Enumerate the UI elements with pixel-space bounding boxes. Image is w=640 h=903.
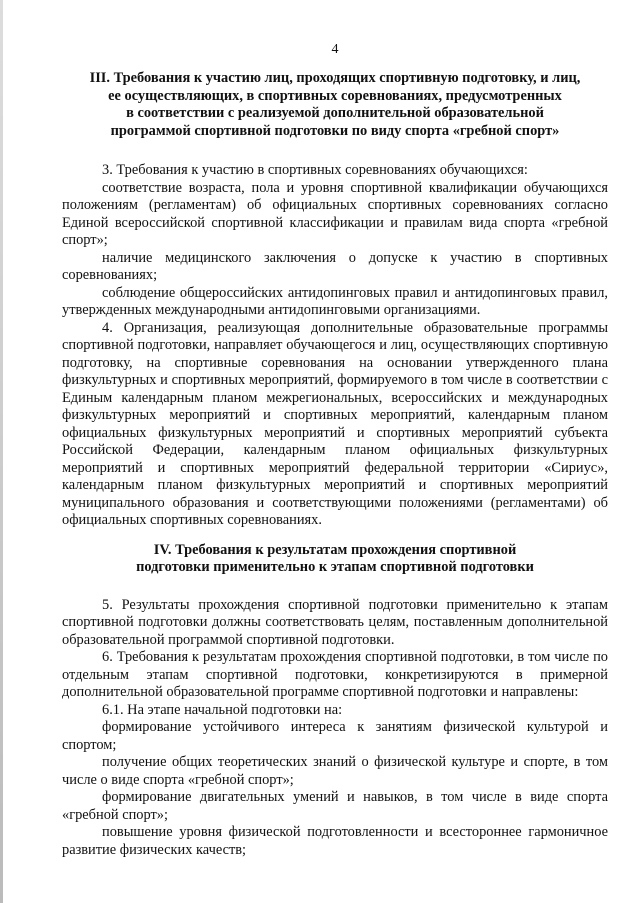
paragraph-antidoping: соблюдение общероссийских антидопинговых правил и антидопинговых правил, утвержденных международными антидопинговыми организациями. [62,284,608,318]
paragraph-medical: наличие медицинского заключения о допуске к участию в спортивных соревнованиях; [62,249,608,283]
section-3-title-line: программой спортивной подготовки по виду спорта «гребной спорт» [110,122,560,139]
paragraph-6-1: 6.1. На этапе начальной подготовки на: [102,701,343,718]
paragraph-knowledge: получение общих теоретических знаний о физической культуре и спорте, в том числе о виде спорта «гребной спорт»; [62,754,608,788]
paragraph-5: 5. Результаты прохождения спортивной подготовки применительно к этапам спортивной подготовки должны соответствовать целям, поставленным дополнительной образовательной программой спортивной подготовки. [62,596,608,648]
section-3-title-line: ее осуществляющих, в спортивных соревнованиях, предусмотренных [108,87,562,104]
paragraph-motor-skills: формирование двигательных умений и навыков, в том числе в виде спорта «гребной спорт»; [62,789,608,823]
paragraph-physical-fitness: повышение уровня физической подготовленности и всестороннее гармоничное развитие физических качеств; [62,824,608,858]
paragraph-age-qualification: соответствие возраста, пола и уровня спортивной квалификации обучающихся положениям (регламентам) об официальных спортивных соревнованиях согласно Единой всероссийской спортивной классификации и правилам вида спорта «гребной спорт»; [62,179,608,248]
section-4-title-line: IV. Требования к результатам прохождения спортивной [153,541,517,558]
section-3-title-line: в соответствии с реализуемой дополнительной образовательной [126,105,544,121]
section-4-title-line: подготовки применительно к этапам спортивной подготовки [136,559,534,575]
paragraph-4: 4. Организация, реализующая дополнительные образовательные программы спортивной подготовки, направляет обучающегося и лиц, осуществляющих спортивную подготовку, на спортивные соревнования на основании утвержденного плана физкультурных и спортивных мероприятий, формируемого в том числе в соответствии с Единым календарным планом межрегиональных, всероссийских и международных физкультурных мероприятий и спортивных мероприятий, календарным планом официальных физкультурных мероприятий и спортивных мероприятий субъекта Российской Федерации, календарным планом официальных физкультурных мероприятий и спортивных мероприятий федеральной территории «Сириус», календарным планом физкультурных мероприятий и спортивных мероприятий муниципального образования и соответствующими положениями (регламентами) об официальных спортивных соревнованиях. [62,319,608,528]
section-3-title [62,70,608,140]
paragraph-interest: формирование устойчивого интереса к занятиям физической культурой и спортом; [62,719,608,753]
section-4-title [62,542,608,577]
section-3-title-line: III. Требования к участию лиц, проходящих спортивную подготовку, и лиц, [89,70,581,86]
page-number: 4 [331,42,339,57]
paragraph-3: 3. Требования к участию в спортивных соревнованиях обучающихся: [102,162,528,178]
paragraph-6: 6. Требования к результатам прохождения спортивной подготовки, в том числе по отдельным этапам спортивной подготовки, конкретизируются в примерной дополнительной образовательной программе спортивной подготовки и направлены: [62,649,608,700]
